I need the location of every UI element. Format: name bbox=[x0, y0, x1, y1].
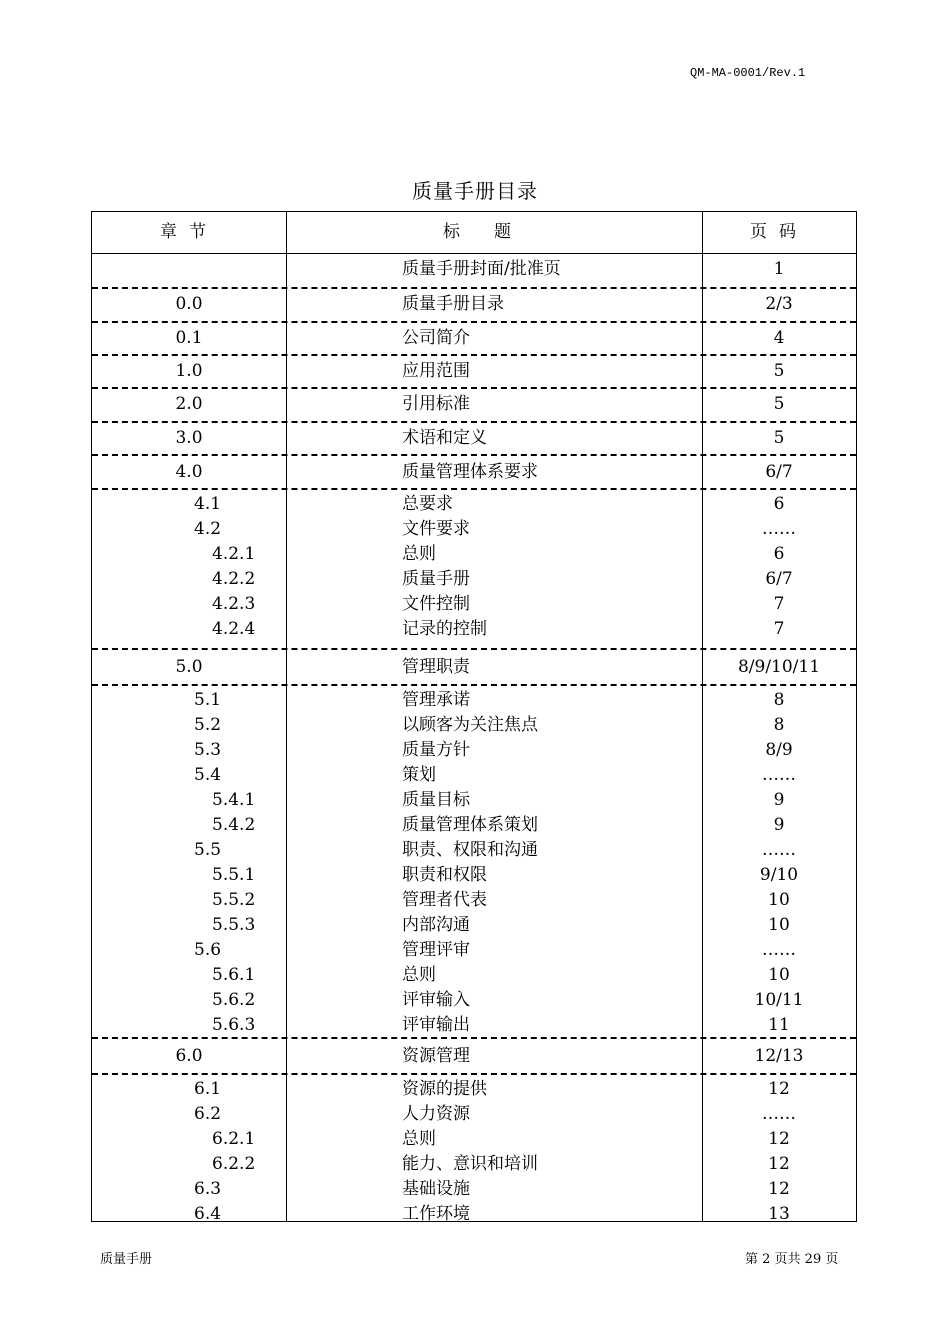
page-number: 5 bbox=[773, 361, 785, 381]
page-number: 10 bbox=[768, 915, 790, 935]
page-number: 9 bbox=[773, 790, 785, 810]
table-row bbox=[92, 617, 856, 642]
section-number: 6.2 bbox=[194, 1104, 222, 1124]
table-row bbox=[92, 1152, 856, 1177]
section-title: 管理承诺 bbox=[402, 690, 470, 710]
page-number: …… bbox=[762, 519, 796, 539]
section-title: 管理职责 bbox=[402, 657, 470, 677]
table-row bbox=[92, 813, 856, 838]
table-row bbox=[92, 257, 856, 282]
page-number: 8/9 bbox=[765, 740, 793, 760]
page-number: 6/7 bbox=[765, 462, 793, 482]
table-row bbox=[92, 567, 856, 592]
section-number: 6.3 bbox=[194, 1179, 222, 1199]
toc-group bbox=[92, 387, 856, 420]
toc-group bbox=[92, 321, 856, 354]
section-number: 6.2.1 bbox=[212, 1129, 256, 1149]
page-number: 12 bbox=[768, 1179, 790, 1199]
column-divider bbox=[286, 212, 287, 1221]
section-number: 5.6 bbox=[194, 940, 222, 960]
section-title: 评审输出 bbox=[402, 1015, 470, 1035]
section-number: 6.4 bbox=[194, 1204, 222, 1224]
table-row bbox=[92, 913, 856, 938]
page-number: 8 bbox=[773, 715, 785, 735]
page-number: 12 bbox=[768, 1079, 790, 1099]
section-title: 文件要求 bbox=[402, 519, 470, 539]
section-title: 文件控制 bbox=[402, 594, 470, 614]
section-title: 质量管理体系策划 bbox=[402, 815, 538, 835]
section-number: 5.4.1 bbox=[212, 790, 256, 810]
page-number: 12/13 bbox=[754, 1046, 804, 1066]
section-title: 引用标准 bbox=[402, 394, 470, 414]
page-number: 9 bbox=[773, 815, 785, 835]
section-number: 5.5 bbox=[194, 840, 222, 860]
page-number: …… bbox=[762, 940, 796, 960]
toc-group bbox=[92, 354, 856, 387]
section-title: 总则 bbox=[402, 1129, 436, 1149]
section-number: 5.6.2 bbox=[212, 990, 256, 1010]
table-row bbox=[92, 838, 856, 863]
section-number: 2.0 bbox=[175, 394, 203, 414]
table-row bbox=[92, 763, 856, 788]
page-number: 6 bbox=[773, 494, 785, 514]
column-divider bbox=[702, 212, 703, 1221]
section-title: 质量手册目录 bbox=[402, 294, 504, 314]
section-title: 总则 bbox=[402, 965, 436, 985]
toc-group bbox=[92, 648, 856, 684]
table-row bbox=[92, 292, 856, 317]
page-number: 12 bbox=[768, 1154, 790, 1174]
section-title: 质量目标 bbox=[402, 790, 470, 810]
page-number: 5 bbox=[773, 394, 785, 414]
table-row bbox=[92, 542, 856, 567]
page-number: …… bbox=[762, 840, 796, 860]
section-title: 应用范围 bbox=[402, 361, 470, 381]
toc-group bbox=[92, 1073, 856, 1223]
section-number: 5.4 bbox=[194, 765, 222, 785]
section-title: 质量手册 bbox=[402, 569, 470, 589]
section-title: 资源管理 bbox=[402, 1046, 470, 1066]
section-title: 基础设施 bbox=[402, 1179, 470, 1199]
section-title: 质量手册封面/批准页 bbox=[402, 259, 561, 279]
section-title: 职责、权限和沟通 bbox=[402, 840, 538, 860]
table-row bbox=[92, 517, 856, 542]
section-number: 4.1 bbox=[194, 494, 222, 514]
section-title: 术语和定义 bbox=[402, 428, 487, 448]
table-row bbox=[92, 1127, 856, 1152]
section-number: 5.2 bbox=[194, 715, 222, 735]
page-number: 4 bbox=[773, 328, 785, 348]
section-number: 5.6.3 bbox=[212, 1015, 256, 1035]
page-number: 7 bbox=[773, 619, 785, 639]
section-title: 质量方针 bbox=[402, 740, 470, 760]
section-title: 能力、意识和培训 bbox=[402, 1154, 538, 1174]
section-number: 5.5.2 bbox=[212, 890, 256, 910]
section-number: 5.5.1 bbox=[212, 865, 256, 885]
table-row bbox=[92, 655, 856, 680]
table-row bbox=[92, 359, 856, 384]
page-number: 7 bbox=[773, 594, 785, 614]
section-title: 评审输入 bbox=[402, 990, 470, 1010]
section-title: 总要求 bbox=[402, 494, 453, 514]
header-title: 标题 bbox=[443, 222, 545, 242]
section-number: 4.2.4 bbox=[212, 619, 256, 639]
table-row bbox=[92, 1013, 856, 1038]
section-number bbox=[92, 257, 286, 282]
section-number: 5.0 bbox=[175, 657, 203, 677]
section-number: 4.2 bbox=[194, 519, 222, 539]
document-code: QM-MA-0001/Rev.1 bbox=[690, 66, 806, 80]
toc-group bbox=[92, 254, 856, 287]
page-number: 1 bbox=[773, 259, 785, 279]
page-number: 11 bbox=[768, 1015, 790, 1035]
page-number: …… bbox=[762, 1104, 796, 1124]
table-row bbox=[92, 738, 856, 763]
page-number: 6/7 bbox=[765, 569, 793, 589]
page-number: 13 bbox=[768, 1204, 790, 1224]
table-row bbox=[92, 863, 856, 888]
section-number: 4.0 bbox=[175, 462, 203, 482]
section-title: 资源的提供 bbox=[402, 1079, 487, 1099]
section-title: 策划 bbox=[402, 765, 436, 785]
table-row bbox=[92, 392, 856, 417]
table-row bbox=[92, 1044, 856, 1069]
page-number: 9/10 bbox=[759, 865, 799, 885]
table-row bbox=[92, 592, 856, 617]
table-row bbox=[92, 1202, 856, 1227]
footer-manual-name: 质量手册 bbox=[100, 1252, 153, 1267]
section-title: 人力资源 bbox=[402, 1104, 470, 1124]
table-row bbox=[92, 460, 856, 485]
table-row bbox=[92, 1102, 856, 1127]
table-row bbox=[92, 888, 856, 913]
toc-table bbox=[91, 211, 857, 1222]
section-number: 5.1 bbox=[194, 690, 222, 710]
section-number: 0.0 bbox=[175, 294, 203, 314]
toc-group bbox=[92, 684, 856, 1037]
section-number: 5.6.1 bbox=[212, 965, 256, 985]
page-number: 10/11 bbox=[754, 990, 804, 1010]
header-section: 章节 bbox=[160, 222, 218, 242]
toc-group bbox=[92, 1037, 856, 1073]
page-number: 8/9/10/11 bbox=[737, 657, 821, 677]
section-title: 管理者代表 bbox=[402, 890, 487, 910]
toc-header-row bbox=[92, 212, 856, 254]
table-row bbox=[92, 713, 856, 738]
section-title: 总则 bbox=[402, 544, 436, 564]
toc-group bbox=[92, 421, 856, 454]
section-number: 0.1 bbox=[175, 328, 203, 348]
section-number: 4.2.2 bbox=[212, 569, 256, 589]
section-title: 内部沟通 bbox=[402, 915, 470, 935]
table-row bbox=[92, 492, 856, 517]
section-title: 记录的控制 bbox=[402, 619, 487, 639]
page-number: 10 bbox=[768, 965, 790, 985]
toc-group bbox=[92, 488, 856, 648]
section-number: 6.2.2 bbox=[212, 1154, 256, 1174]
footer-page-number: 第 2 页共 29 页 bbox=[745, 1252, 839, 1267]
section-number: 6.1 bbox=[194, 1079, 222, 1099]
table-row bbox=[92, 1077, 856, 1102]
section-number: 4.2.1 bbox=[212, 544, 256, 564]
section-number: 5.4.2 bbox=[212, 815, 256, 835]
table-row bbox=[92, 326, 856, 351]
page-number: 6 bbox=[773, 544, 785, 564]
toc-group bbox=[92, 287, 856, 320]
table-row bbox=[92, 426, 856, 451]
table-row bbox=[92, 1177, 856, 1202]
section-number: 3.0 bbox=[175, 428, 203, 448]
section-number: 1.0 bbox=[175, 361, 203, 381]
section-number: 4.2.3 bbox=[212, 594, 256, 614]
page-number: 12 bbox=[768, 1129, 790, 1149]
table-row bbox=[92, 788, 856, 813]
table-row bbox=[92, 988, 856, 1013]
section-title: 管理评审 bbox=[402, 940, 470, 960]
page-number: 2/3 bbox=[765, 294, 793, 314]
page-number: 5 bbox=[773, 428, 785, 448]
section-title: 质量管理体系要求 bbox=[402, 462, 538, 482]
section-title: 职责和权限 bbox=[402, 865, 487, 885]
page-number: 10 bbox=[768, 890, 790, 910]
section-number: 6.0 bbox=[175, 1046, 203, 1066]
page-number: …… bbox=[762, 765, 796, 785]
page-title: 质量手册目录 bbox=[412, 179, 538, 203]
section-title: 公司简介 bbox=[402, 328, 470, 348]
table-row bbox=[92, 938, 856, 963]
section-number: 5.3 bbox=[194, 740, 222, 760]
table-row bbox=[92, 963, 856, 988]
table-row bbox=[92, 688, 856, 713]
section-title: 以顾客为关注焦点 bbox=[402, 715, 538, 735]
page-number: 8 bbox=[773, 690, 785, 710]
header-page: 页码 bbox=[750, 222, 808, 242]
section-title: 工作环境 bbox=[402, 1204, 470, 1224]
section-number: 5.5.3 bbox=[212, 915, 256, 935]
toc-group bbox=[92, 454, 856, 488]
